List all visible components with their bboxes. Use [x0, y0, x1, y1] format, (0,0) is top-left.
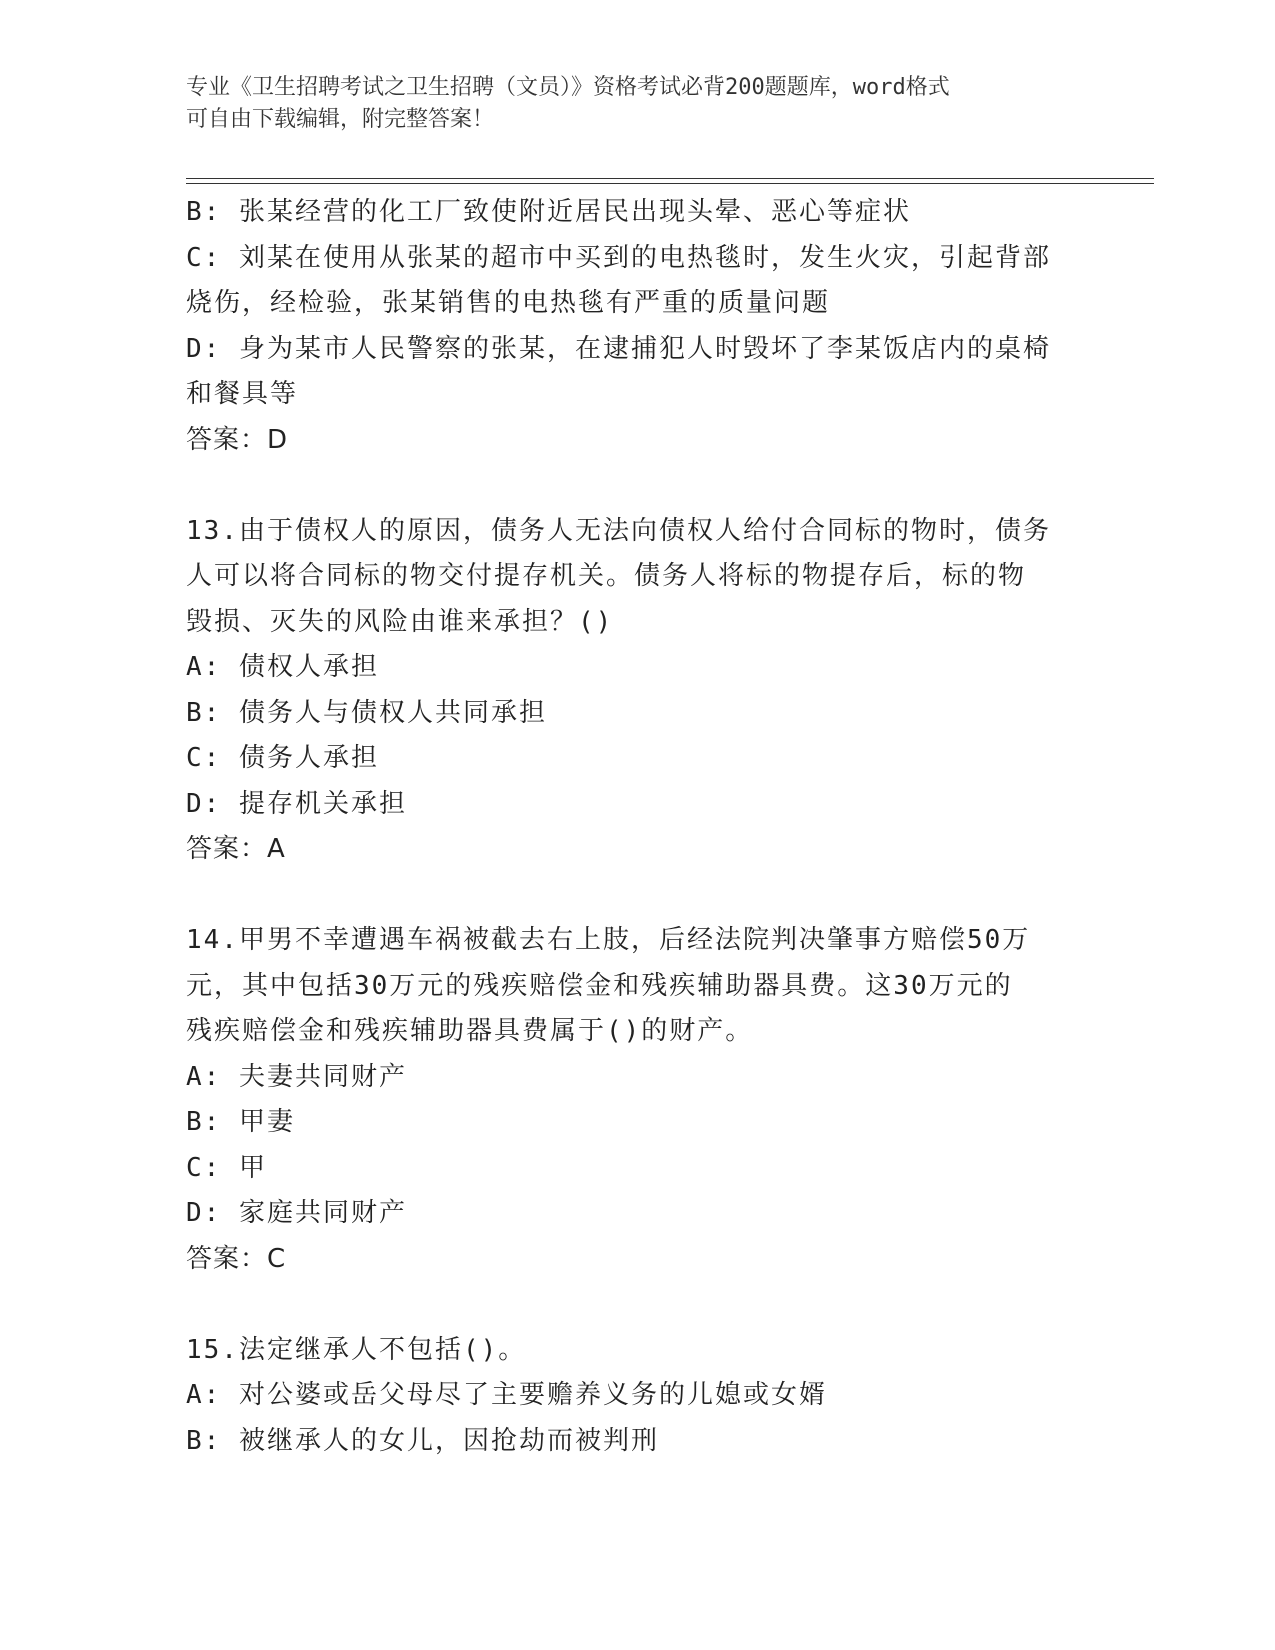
- q13-option-d: D: 提存机关承担: [186, 788, 407, 819]
- q12-option-c-line-2: 烧伤，经检验，张某销售的电热毯有严重的质量问题: [186, 288, 831, 318]
- header-divider-top: [186, 178, 1154, 179]
- q12-option-d-line-1: D: 身为某市人民警察的张某，在逮捕犯人时毁坏了李某饭店内的桌椅: [186, 333, 1051, 364]
- question-content: [186, 190, 1086, 1464]
- spacer: [186, 873, 1086, 919]
- q15-option-b: B: 被继承人的女儿，因抢劫而被判刑: [186, 1425, 659, 1456]
- q14-stem-line-2: 元，其中包括30万元的残疾赔偿金和残疾辅助器具费。这30万元的: [186, 970, 1013, 1001]
- document-header: [186, 72, 1086, 136]
- q14-stem-line-3: 残疾赔偿金和残疾辅助器具费属于()的财产。: [186, 1016, 754, 1046]
- q12-answer: 答案：D: [186, 424, 289, 455]
- q12-option-b: B: 张某经营的化工厂致使附近居民出现头晕、恶心等症状: [186, 197, 911, 227]
- q13-stem-line-1: 13.由于债权人的原因，债务人无法向债权人给付合同标的物时，债务: [186, 515, 1051, 546]
- q13-option-c: C: 债务人承担: [186, 743, 379, 773]
- q12-option-d-line-2: 和餐具等: [186, 379, 299, 409]
- q13-option-b: B: 债务人与债权人共同承担: [186, 697, 547, 728]
- q12-option-c-line-1: C: 刘某在使用从张某的超市中买到的电热毯时，发生火灾，引起背部: [186, 242, 1051, 273]
- q14-answer: 答案：C: [186, 1243, 287, 1274]
- q14-stem-line-1: 14.甲男不幸遭遇车祸被截去右上肢，后经法院判决肇事方赔偿50万: [186, 925, 1031, 955]
- header-line-2: 可自由下载编辑，附完整答案！: [186, 107, 495, 132]
- q14-option-b: B: 甲妻: [186, 1107, 295, 1137]
- spacer: [186, 1282, 1086, 1328]
- q15-stem-line-1: 15.法定继承人不包括()。: [186, 1334, 527, 1365]
- q13-stem-line-2: 人可以将合同标的物交付提存机关。债务人将标的物提存后，标的物: [186, 561, 1027, 591]
- q13-stem-line-3: 毁损、灭失的风险由谁来承担？(): [186, 606, 614, 637]
- q15-option-a: A: 对公婆或岳父母尽了主要赡养义务的儿媳或女婿: [186, 1380, 827, 1410]
- q13-answer: 答案：A: [186, 834, 286, 864]
- header-line-1: 专业《卫生招聘考试之卫生招聘（文员）》资格考试必背200题题库，word格式: [186, 75, 950, 100]
- q14-option-c: C: 甲: [186, 1152, 267, 1183]
- q13-option-a: A: 债权人承担: [186, 652, 379, 682]
- header-divider-bottom: [186, 183, 1154, 184]
- q14-option-d: D: 家庭共同财产: [186, 1198, 407, 1228]
- spacer: [186, 463, 1086, 509]
- q14-option-a: A: 夫妻共同财产: [186, 1061, 407, 1092]
